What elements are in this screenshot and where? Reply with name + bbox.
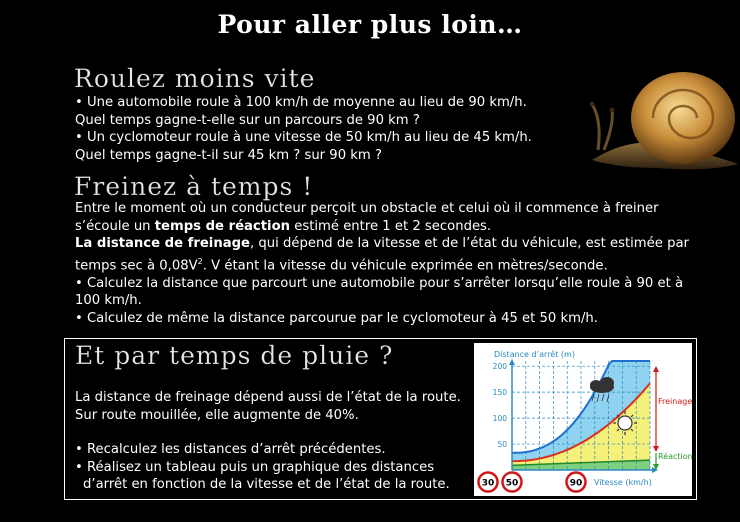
freinez-paragraph-2: La distance de freinage, qui dépend de la vitesse et de l’état du véhicule, est estimée par temps sec à $0,08V^2$. V étant la vitesse du véhicule exprimée en mètres/seconde. <box>75 236 689 274</box>
freinez-bullet-1: • Calculez la distance que parcourt une automobile pour s’arrêter lorsqu’elle roule à 90 et à 100 km/h. <box>75 275 684 309</box>
freinez-bullet-2: • Calculez de même la distance parcourue par le cyclomoteur à 45 et 50 km/h. <box>75 310 598 326</box>
y-axis-label: Distance d’arrêt (m) <box>494 350 575 359</box>
roulez-line-3: • Un cyclomoteur roule à une vitesse de 50 km/h au lieu de 45 km/h. <box>75 130 532 146</box>
section-title-roulez: Roulez moins vite <box>74 64 316 93</box>
reaction-label: Réaction <box>658 452 692 461</box>
roulez-line-2: Quel temps gagne-t-elle sur un parcours de 90 km ? <box>75 112 420 128</box>
section-roulez-text <box>75 94 585 164</box>
svg-text:90: 90 <box>569 478 583 489</box>
svg-text:30: 30 <box>481 478 495 489</box>
distance-freinage-bold: La distance de freinage <box>75 236 250 252</box>
roulez-line-1: • Une automobile roule à 100 km/h de moyenne au lieu de 90 km/h. <box>75 95 527 110</box>
pluie-bullet-1: • Recalculez les distances d’arrêt précédentes. <box>75 442 386 458</box>
freinez-paragraph-1: Entre le moment où un conducteur perçoit un obstacle et celui où il commence à freiner s’écoule un temps de réaction estimé entre 1 et 2 secondes. <box>75 201 659 234</box>
pluie-bullet-2: • Réalisez un tableau puis un graphique des distances <box>75 459 435 475</box>
stopping-distance-chart <box>474 343 692 496</box>
speed-sign-90 <box>567 473 586 492</box>
pluie-line-1: La distance de freinage dépend aussi de l’état de la route. <box>75 390 461 405</box>
freinage-label: Freinage <box>658 397 692 406</box>
section-title-pluie: Et par temps de pluie ? <box>75 341 394 370</box>
section-title-freinez: Freinez à temps ! <box>74 172 314 201</box>
y-tick-label: 50 <box>497 440 507 450</box>
roulez-line-4: Quel temps gagne-t-il sur 45 km ? sur 90 km ? <box>75 147 382 163</box>
page-title: Pour aller plus loin… <box>217 10 523 39</box>
speed-sign-50 <box>503 473 522 492</box>
snail-illustration <box>588 60 740 180</box>
pluie-text <box>75 389 475 494</box>
pluie-line-2: Sur route mouillée, elle augmente de 40%. <box>75 407 359 423</box>
y-tick-label: 100 <box>492 414 507 424</box>
svg-text:50: 50 <box>505 478 519 489</box>
freinage-arrow-head-top <box>653 366 659 372</box>
speed-sign-30 <box>479 473 498 492</box>
chart-svg <box>474 343 692 496</box>
pluie-bullet-2-cont: d’arrêt en fonction de la vitesse et de l’état de la route. <box>83 477 450 493</box>
pluie-box <box>64 338 697 500</box>
y-tick-label: 200 <box>492 362 507 372</box>
section-freinez-text <box>75 200 700 328</box>
temps-reaction-bold: temps de réaction <box>154 218 291 234</box>
y-axis-arrow <box>509 359 515 365</box>
x-axis-label: Vitesse (km/h) <box>594 478 652 487</box>
y-tick-label: 150 <box>492 388 507 398</box>
